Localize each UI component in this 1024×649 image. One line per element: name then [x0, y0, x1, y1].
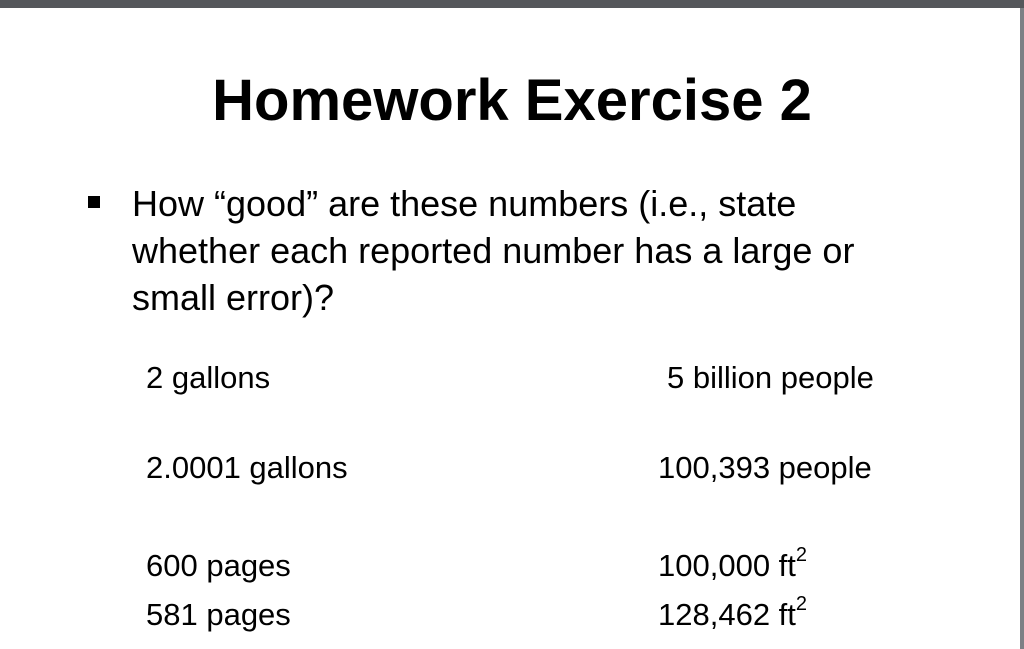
item-right-4: [658, 592, 808, 633]
item-right-3-superscript: 2: [795, 543, 808, 566]
item-left-4: 581 pages: [146, 597, 291, 632]
square-bullet-icon: [88, 196, 100, 208]
window-top-bar: [0, 0, 1024, 8]
item-right-1-text: 5 billion people: [667, 360, 874, 395]
item-right-1: [667, 360, 874, 396]
item-left-3: 600 pages: [146, 548, 291, 583]
slide-title: Homework Exercise 2: [212, 68, 812, 133]
item-right-2-text: 100,393 people: [658, 450, 872, 485]
bullet-text: How “good” are these numbers (i.e., state whether each reported number has a large or small error)?: [132, 183, 855, 318]
item-right-2: [658, 450, 872, 486]
item-left-2: 2.0001 gallons: [146, 450, 348, 485]
item-right-3: [658, 543, 808, 584]
item-right-3-text: 100,000 ft: [658, 548, 796, 583]
item-right-4-superscript: 2: [795, 592, 808, 615]
item-left-1: 2 gallons: [146, 360, 271, 395]
item-right-4-text: 128,462 ft: [658, 597, 796, 632]
